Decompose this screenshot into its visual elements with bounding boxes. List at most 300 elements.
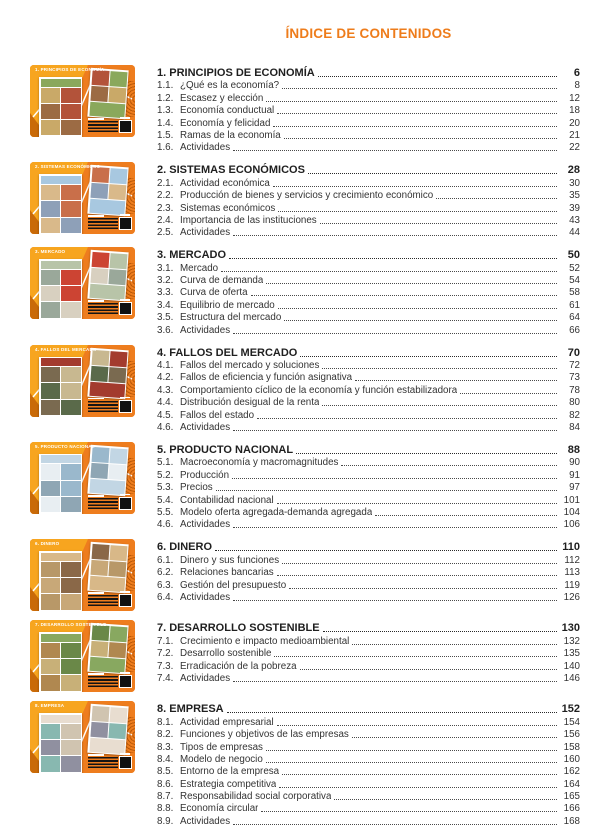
- toc-entry-title: Producción: [180, 469, 230, 481]
- toc-entry-title: Gestión del presupuesto: [180, 579, 287, 591]
- thumbnail-chapter-label: 8. EMPRESA: [35, 703, 65, 709]
- thumbnail-right-page: [87, 250, 128, 302]
- dot-leader: [215, 550, 557, 551]
- toc-entry-page-number: 12: [569, 92, 580, 104]
- comic-panel: [108, 87, 126, 103]
- toc-column: [157, 345, 580, 433]
- qr-code-icon: [119, 217, 132, 230]
- thumbnail-chapter-label: 7. DESARROLLO SOSTENIBLE: [35, 622, 107, 628]
- toc-entry-page-number: 135: [563, 648, 580, 660]
- toc-entry-number: 3.5.: [157, 312, 174, 324]
- chapter-section: [30, 247, 580, 335]
- toc-entry-title: Fallos de eficiencia y función asignativa: [180, 372, 353, 384]
- toc-entry-title: Producción de bienes y servicios y crecimiento económico: [180, 190, 434, 202]
- dot-leader: [289, 588, 557, 589]
- comic-panel: [41, 455, 81, 463]
- toc-entry-number: 4.1.: [157, 360, 174, 372]
- toc-entry-page-number: 90: [569, 457, 580, 469]
- comic-panel: [41, 562, 61, 577]
- thumbnail-right-page: [87, 445, 128, 497]
- toc-entry-row[interactable]: [157, 468, 580, 480]
- comic-panel: [41, 400, 61, 415]
- toc-entry-row[interactable]: [157, 506, 580, 518]
- toc-entry-row[interactable]: [157, 659, 580, 671]
- chapter-thumbnail: [30, 65, 135, 137]
- toc-entry-row[interactable]: [157, 261, 580, 273]
- toc-entry-title: Modelo oferta agregada-demanda agregada: [180, 506, 373, 518]
- dot-leader: [233, 150, 557, 151]
- toc-entry-title: Funciones y objetivos de las empresas: [180, 729, 349, 741]
- dot-leader: [318, 76, 557, 77]
- comic-panel: [109, 707, 127, 723]
- toc-entry-page-number: 164: [563, 778, 580, 790]
- dot-leader: [227, 712, 557, 713]
- toc-entry-number: 2.3.: [157, 202, 174, 214]
- toc-column: [157, 620, 580, 684]
- toc-entry-page-number: 54: [569, 275, 580, 287]
- thumbnail-caption-lines: [88, 676, 118, 688]
- toc-entry-row[interactable]: [157, 790, 580, 802]
- chapter-section: [30, 539, 580, 611]
- toc-entry-row[interactable]: [157, 129, 580, 141]
- thumbnail-right-page: [87, 542, 128, 594]
- toc-entry-row[interactable]: [157, 728, 580, 740]
- thumbnail-chapter-label: 5. PRODUCTO NACIONAL: [35, 443, 95, 449]
- toc-entry-title: Estructura del mercado: [180, 312, 282, 324]
- dot-leader: [352, 644, 557, 645]
- toc-entry-title: Economía y felicidad: [180, 117, 271, 129]
- toc-entry-row[interactable]: [157, 201, 580, 213]
- toc-entry-number: 1.3.: [157, 105, 174, 117]
- toc-entry-row[interactable]: [157, 396, 580, 408]
- toc-entry-row[interactable]: [157, 634, 580, 646]
- comic-panel: [89, 738, 125, 754]
- thumbnail-left-page: [39, 259, 82, 319]
- toc-entry-row[interactable]: [157, 715, 580, 727]
- dot-leader: [341, 465, 557, 466]
- toc-entry-number: 3.4.: [157, 299, 174, 311]
- toc-entry-row[interactable]: [157, 214, 580, 226]
- toc-entry-title: Desarrollo sostenible: [180, 648, 272, 660]
- thumbnail-right-page: [87, 165, 128, 217]
- toc-entry-number: 2.4.: [157, 214, 174, 226]
- toc-entry-number: 8.1.: [157, 716, 174, 728]
- toc-entry-page-number: 35: [569, 190, 580, 202]
- toc-entry-row[interactable]: [157, 591, 580, 603]
- comic-panel: [61, 464, 81, 479]
- dot-leader: [266, 750, 557, 751]
- thumbnail-right-page: [87, 623, 128, 675]
- toc-entry-row[interactable]: [157, 518, 580, 530]
- thumbnail-column: [30, 701, 157, 773]
- toc-entry-page-number: 21: [569, 129, 580, 141]
- toc-entry-number: 7.1.: [157, 635, 174, 647]
- thumbnail-column: [30, 345, 157, 417]
- thumbnail-column: [30, 620, 157, 692]
- toc-entry-page-number: 80: [569, 397, 580, 409]
- comic-panel: [108, 464, 126, 480]
- chapter-page-number: 130: [561, 622, 580, 635]
- comic-panel: [61, 286, 81, 301]
- comic-panel: [41, 578, 61, 593]
- toc-entry-title: Actividades: [180, 324, 231, 336]
- toc-entry-title: Tipos de empresas: [180, 741, 263, 753]
- toc-entry-row[interactable]: [157, 116, 580, 128]
- comic-panel: [61, 270, 81, 285]
- toc-entry-row[interactable]: [157, 647, 580, 659]
- toc-column: [157, 162, 580, 238]
- toc-entry-title: Responsabilidad social corporativa: [180, 791, 332, 803]
- toc-entry-number: 2.2.: [157, 190, 174, 202]
- dot-leader: [355, 380, 557, 381]
- toc-entry-row[interactable]: [157, 286, 580, 298]
- comic-panel: [61, 185, 81, 200]
- toc-entry-row[interactable]: [157, 777, 580, 789]
- toc-entry-row[interactable]: [157, 104, 580, 116]
- chapter-thumbnail: [30, 539, 135, 611]
- comic-panel: [61, 367, 81, 382]
- toc-entry-page-number: 61: [569, 299, 580, 311]
- toc-entry-row[interactable]: [157, 323, 580, 335]
- toc-entry-title: Fallos del mercado y soluciones: [180, 360, 320, 372]
- toc-entry-number: 1.1.: [157, 80, 174, 92]
- toc-entry-page-number: 166: [563, 803, 580, 815]
- toc-entry-page-number: 18: [569, 105, 580, 117]
- toc-entry-number: 8.8.: [157, 803, 174, 815]
- toc-entry-number: 5.2.: [157, 469, 174, 481]
- qr-code-icon: [119, 594, 132, 607]
- thumbnail-left-page: [39, 551, 82, 611]
- thumbnail-caption-lines: [88, 498, 118, 510]
- comic-panel: [41, 481, 61, 496]
- comic-panel: [61, 594, 81, 609]
- chapter-page-number: 6: [573, 67, 580, 79]
- comic-panel: [41, 464, 61, 479]
- toc-entry-row[interactable]: [157, 91, 580, 103]
- dot-leader: [282, 563, 557, 564]
- dot-leader: [277, 725, 557, 726]
- dot-leader: [266, 762, 557, 763]
- toc-entry-title: Actividades: [180, 421, 231, 433]
- thumbnail-chapter-label: 1. PRINCIPIOS DE ECONOMÍA: [35, 67, 105, 72]
- chapter-page-number: 152: [561, 703, 580, 716]
- chapter-items: [157, 715, 580, 826]
- toc-entry-number: 3.6.: [157, 324, 174, 336]
- toc-entry-row[interactable]: [157, 578, 580, 590]
- chapter-title: 1. PRINCIPIOS DE ECONOMÍA: [157, 67, 315, 79]
- chapter-heading-row[interactable]: [157, 65, 580, 79]
- toc-entry-page-number: 97: [569, 482, 580, 494]
- chapter-items: [157, 79, 580, 153]
- comic-panel: [41, 594, 61, 609]
- thumbnail-caption-lines: [88, 595, 118, 607]
- toc-column: [157, 65, 580, 153]
- comic-panel: [61, 724, 81, 739]
- toc-entry-page-number: 30: [569, 177, 580, 189]
- comic-panel: [61, 643, 81, 658]
- comic-panel: [90, 85, 108, 101]
- toc-entry-row[interactable]: [157, 802, 580, 814]
- toc-entry-row[interactable]: [157, 672, 580, 684]
- dot-leader: [266, 101, 557, 102]
- toc-entry-number: 4.6.: [157, 421, 174, 433]
- toc-entry-row[interactable]: [157, 383, 580, 395]
- toc-entry-page-number: 91: [569, 469, 580, 481]
- comic-panel: [90, 365, 108, 381]
- toc-entry-title: Escasez y elección: [180, 92, 264, 104]
- toc-entry-page-number: 126: [563, 591, 580, 603]
- toc-entry-row[interactable]: [157, 311, 580, 323]
- comic-panel: [91, 706, 109, 722]
- toc-entry-number: 8.3.: [157, 741, 174, 753]
- toc-entry-page-number: 84: [569, 421, 580, 433]
- toc-entry-row[interactable]: [157, 814, 580, 826]
- comic-panel: [61, 120, 81, 135]
- chapter-items: [157, 553, 580, 603]
- comic-panel: [41, 218, 61, 233]
- dot-leader: [233, 600, 557, 601]
- toc-entry-row[interactable]: [157, 189, 580, 201]
- toc-entry-page-number: 72: [569, 360, 580, 372]
- toc-entry-number: 2.1.: [157, 177, 174, 189]
- comic-panel: [108, 184, 126, 200]
- toc-entry-page-number: 39: [569, 202, 580, 214]
- toc-entry-page-number: 22: [569, 142, 580, 154]
- toc-entry-page-number: 78: [569, 384, 580, 396]
- toc-entry-row[interactable]: [157, 740, 580, 752]
- comic-panel: [41, 79, 81, 87]
- dot-leader: [279, 787, 557, 788]
- toc-entry-number: 7.2.: [157, 648, 174, 660]
- toc-entry-title: Equilibrio de mercado: [180, 299, 275, 311]
- comic-panel: [41, 740, 61, 755]
- toc-entry-title: ¿Qué es la economía?: [180, 80, 280, 92]
- chapter-items: [157, 261, 580, 335]
- chapter-thumbnail: [30, 442, 135, 514]
- toc-entry-title: Curva de demanda: [180, 275, 264, 287]
- chapter-title: 6. DINERO: [157, 541, 213, 554]
- thumbnail-column: [30, 539, 157, 611]
- chapter-thumbnail: [30, 701, 135, 773]
- comic-panel: [91, 544, 109, 560]
- thumbnail-right-page: [87, 347, 128, 399]
- toc-entry-title: Crecimiento e impacto medioambiental: [180, 635, 350, 647]
- dot-leader: [296, 453, 557, 454]
- toc-entry-number: 6.4.: [157, 591, 174, 603]
- toc-entry-page-number: 162: [563, 766, 580, 778]
- dot-leader: [233, 824, 557, 825]
- toc-entry-title: Actividades: [180, 519, 231, 531]
- chapter-heading-row[interactable]: [157, 620, 580, 634]
- thumbnail-caption-lines: [88, 303, 118, 315]
- toc-entry-row[interactable]: [157, 226, 580, 238]
- toc-entry-number: 7.4.: [157, 672, 174, 684]
- thumbnail-left-page: [39, 454, 82, 514]
- toc-entry-number: 5.5.: [157, 506, 174, 518]
- comic-panel: [41, 270, 61, 285]
- toc-entry-title: Precios: [180, 482, 213, 494]
- comic-panel: [108, 269, 126, 285]
- comic-panel: [61, 659, 81, 674]
- dot-leader: [277, 113, 557, 114]
- thumbnail-left-page: [39, 357, 82, 417]
- toc-entry-row[interactable]: [157, 456, 580, 468]
- comic-panel: [61, 88, 81, 103]
- chapter-heading-row[interactable]: [157, 442, 580, 456]
- comic-panel: [41, 201, 61, 216]
- dot-leader: [284, 138, 557, 139]
- toc-entry-row[interactable]: [157, 566, 580, 578]
- dot-leader: [375, 515, 557, 516]
- toc-entry-row[interactable]: [157, 298, 580, 310]
- toc-entry-row[interactable]: [157, 359, 580, 371]
- dot-leader: [277, 575, 557, 576]
- toc-entry-page-number: 101: [563, 494, 580, 506]
- toc-entry-number: 5.1.: [157, 457, 174, 469]
- dot-leader: [323, 631, 557, 632]
- thumbnail-left-page: [39, 713, 82, 773]
- toc-entry-number: 3.3.: [157, 287, 174, 299]
- chapter-page-number: 50: [567, 249, 580, 262]
- toc-entry-number: 7.3.: [157, 660, 174, 672]
- toc-entry-title: Curva de oferta: [180, 287, 248, 299]
- toc-entry-page-number: 44: [569, 227, 580, 239]
- toc-entry-title: Fallos del estado: [180, 409, 255, 421]
- comic-panel: [89, 284, 125, 300]
- comic-panel: [41, 659, 61, 674]
- chapter-title: 8. EMPRESA: [157, 703, 224, 716]
- toc-entry-number: 1.6.: [157, 142, 174, 154]
- toc-entry-row[interactable]: [157, 176, 580, 188]
- qr-code-icon: [119, 675, 132, 688]
- toc-entry-title: Actividades: [180, 142, 231, 154]
- comic-panel: [41, 185, 61, 200]
- toc-entry-number: 5.4.: [157, 494, 174, 506]
- toc-entry-row[interactable]: [157, 408, 580, 420]
- toc-entry-page-number: 64: [569, 312, 580, 324]
- toc-column: [157, 701, 580, 826]
- toc-entry-page-number: 104: [563, 506, 580, 518]
- toc-entry-row[interactable]: [157, 765, 580, 777]
- toc-column: [157, 539, 580, 603]
- chapter-section: [30, 345, 580, 433]
- comic-panel: [90, 560, 108, 576]
- thumbnail-right-page: [87, 704, 128, 756]
- thumbnail-caption-lines: [88, 757, 118, 769]
- comic-panel: [41, 724, 61, 739]
- toc-entry-title: Actividades: [180, 672, 231, 684]
- chapter-thumbnail: [30, 162, 135, 234]
- comic-panel: [109, 545, 127, 561]
- toc-entry-title: Contabilidad nacional: [180, 494, 274, 506]
- chapter-heading-row[interactable]: [157, 345, 580, 359]
- dot-leader: [261, 811, 557, 812]
- toc-entry-title: Actividades: [180, 815, 231, 826]
- toc-entry-number: 3.2.: [157, 275, 174, 287]
- qr-code-icon: [119, 756, 132, 769]
- chapter-list: [30, 65, 580, 826]
- comic-panel: [109, 626, 127, 642]
- toc-entry-row[interactable]: [157, 553, 580, 565]
- chapter-heading-row[interactable]: [157, 539, 580, 553]
- chapter-heading-row[interactable]: [157, 162, 580, 176]
- chapter-heading-row[interactable]: [157, 701, 580, 715]
- toc-entry-row[interactable]: [157, 493, 580, 505]
- chapter-title: 4. FALLOS DEL MERCADO: [157, 346, 298, 359]
- comic-panel: [108, 366, 126, 382]
- toc-entry-page-number: 160: [563, 753, 580, 765]
- toc-entry-row[interactable]: [157, 481, 580, 493]
- toc-entry-number: 2.5.: [157, 227, 174, 239]
- toc-entry-number: 8.7.: [157, 791, 174, 803]
- qr-code-icon: [119, 120, 132, 133]
- toc-entry-page-number: 132: [563, 635, 580, 647]
- toc-entry-page-number: 52: [569, 262, 580, 274]
- thumbnail-column: [30, 442, 157, 514]
- thumbnail-column: [30, 247, 157, 319]
- comic-panel: [89, 478, 125, 494]
- toc-entry-row[interactable]: [157, 79, 580, 91]
- toc-entry-number: 4.2.: [157, 372, 174, 384]
- toc-entry-number: 1.5.: [157, 129, 174, 141]
- comic-panel: [61, 302, 81, 317]
- comic-panel: [109, 168, 127, 184]
- toc-entry-title: Relaciones bancarias: [180, 567, 274, 579]
- thumbnail-chapter-label: 2. SISTEMAS ECONÓMICOS: [35, 164, 100, 170]
- chapter-items: [157, 176, 580, 238]
- dot-leader: [251, 295, 557, 296]
- dot-leader: [257, 418, 557, 419]
- dot-leader: [221, 271, 557, 272]
- comic-panel: [41, 176, 81, 184]
- comic-panel: [41, 302, 61, 317]
- comic-panel: [90, 722, 108, 738]
- toc-entry-number: 8.6.: [157, 778, 174, 790]
- comic-panel: [61, 201, 81, 216]
- comic-panel: [41, 756, 61, 771]
- toc-entry-title: Actividades: [180, 227, 231, 239]
- comic-panel: [109, 253, 127, 269]
- toc-entry-title: Estrategia competitiva: [180, 778, 277, 790]
- toc-entry-number: 1.2.: [157, 92, 174, 104]
- toc-entry-row[interactable]: [157, 753, 580, 765]
- comic-panel: [41, 383, 61, 398]
- thumbnail-column: [30, 65, 157, 137]
- toc-entry-number: 1.4.: [157, 117, 174, 129]
- chapter-heading-row[interactable]: [157, 247, 580, 261]
- toc-entry-title: Distribución desigual de la renta: [180, 397, 320, 409]
- qr-code-icon: [119, 497, 132, 510]
- toc-entry-number: 4.3.: [157, 384, 174, 396]
- comic-panel: [108, 642, 126, 658]
- toc-entry-row[interactable]: [157, 371, 580, 383]
- toc-entry-title: Importancia de las instituciones: [180, 214, 317, 226]
- page-title: ÍNDICE DE CONTENIDOS: [285, 26, 452, 41]
- comic-panel: [109, 71, 127, 87]
- toc-entry-row[interactable]: [157, 274, 580, 286]
- toc-entry-page-number: 58: [569, 287, 580, 299]
- dot-leader: [320, 223, 557, 224]
- toc-entry-row[interactable]: [157, 421, 580, 433]
- dot-leader: [284, 320, 557, 321]
- dot-leader: [233, 235, 557, 236]
- comic-panel: [108, 723, 126, 739]
- toc-entry-title: Dinero y sus funciones: [180, 554, 280, 566]
- chapter-items: [157, 359, 580, 433]
- dot-leader: [233, 430, 557, 431]
- toc-entry-row[interactable]: [157, 141, 580, 153]
- chapter-title: 3. MERCADO: [157, 249, 227, 262]
